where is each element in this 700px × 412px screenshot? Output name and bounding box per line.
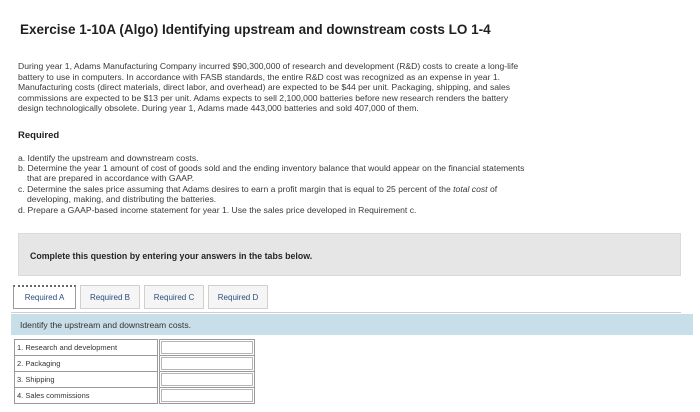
answer-input[interactable] [161,389,253,402]
requirement-c-line2: developing, making, and distributing the batteries. [27,193,217,204]
requirement-a: a. Identify the upstream and downstream costs. [18,153,199,163]
answer-input[interactable] [161,357,253,370]
intro-line: design technologically obsolete. During year 1, Adams made 443,000 batteries and sold 407,000 of them. [18,103,419,114]
requirement-c-emphasis: total cost [453,183,488,194]
row-label: 2. Packaging [15,356,158,372]
required-heading: Required [18,130,60,141]
requirement-c-text: c. Determine the sales price assuming that Adams desires to earn a profit margin that is equal to 25 percent of the [18,183,454,194]
intro-line: battery to use in computers. In accordance with FASB standards, the entire R&D cost was recognized as an expense in year 1. [18,71,500,82]
table-row [15,340,255,356]
instruction-text: Identify the upstream and downstream costs. [20,320,192,330]
tab-required-a[interactable]: Required A [13,285,76,309]
table-row [15,388,255,404]
intro-line: commissions are expected to be $13 per unit. Adams expects to sell 2,100,000 batteries before new research renders the battery [18,92,509,103]
row-label: 4. Sales commissions [15,388,158,404]
tab-required-b[interactable]: Required B [80,285,140,309]
requirement-b [18,163,658,183]
exercise-title: Exercise 1-10A (Algo) Identifying upstream and downstream costs LO 1-4 [20,22,491,37]
table-row [15,372,255,388]
requirement-c-line1 [18,184,658,194]
row-label: 3. Shipping [15,372,158,388]
intro-line: Manufacturing costs (direct materials, direct labor, and overhead) are expected to be $44 per unit. Packaging, shipping, and sales [18,82,511,93]
tab-required-d[interactable]: Required D [208,285,268,309]
tab-required-c[interactable]: Required C [144,285,204,309]
intro-line: During year 1, Adams Manufacturing Company incurred $90,300,000 of research and development (R&D) costs to create a long-life [18,61,519,71]
requirement-c-text-end: of [487,183,498,194]
instruction-bar [11,314,693,335]
exercise-intro [18,61,633,114]
answer-input[interactable] [161,373,253,386]
tab-bar [11,285,681,313]
row-label: 1. Research and development [15,340,158,356]
answer-table [14,339,255,404]
panel-text: Complete this question by entering your answers in the tabs below. [30,251,313,261]
answer-input[interactable] [161,341,253,354]
table-row [15,356,255,372]
requirement-b-line1: b. Determine the year 1 amount of cost of goods sold and the ending inventory balance that would appear on the financial statements [18,163,525,174]
requirement-d: d. Prepare a GAAP-based income statement for year 1. Use the sales price developed in Requirement c. [18,205,417,216]
requirement-b-line2: that are prepared in accordance with GAAP. [27,173,195,184]
requirement-c [18,184,658,204]
requirements-list [18,153,658,215]
instructions-panel [18,233,681,276]
